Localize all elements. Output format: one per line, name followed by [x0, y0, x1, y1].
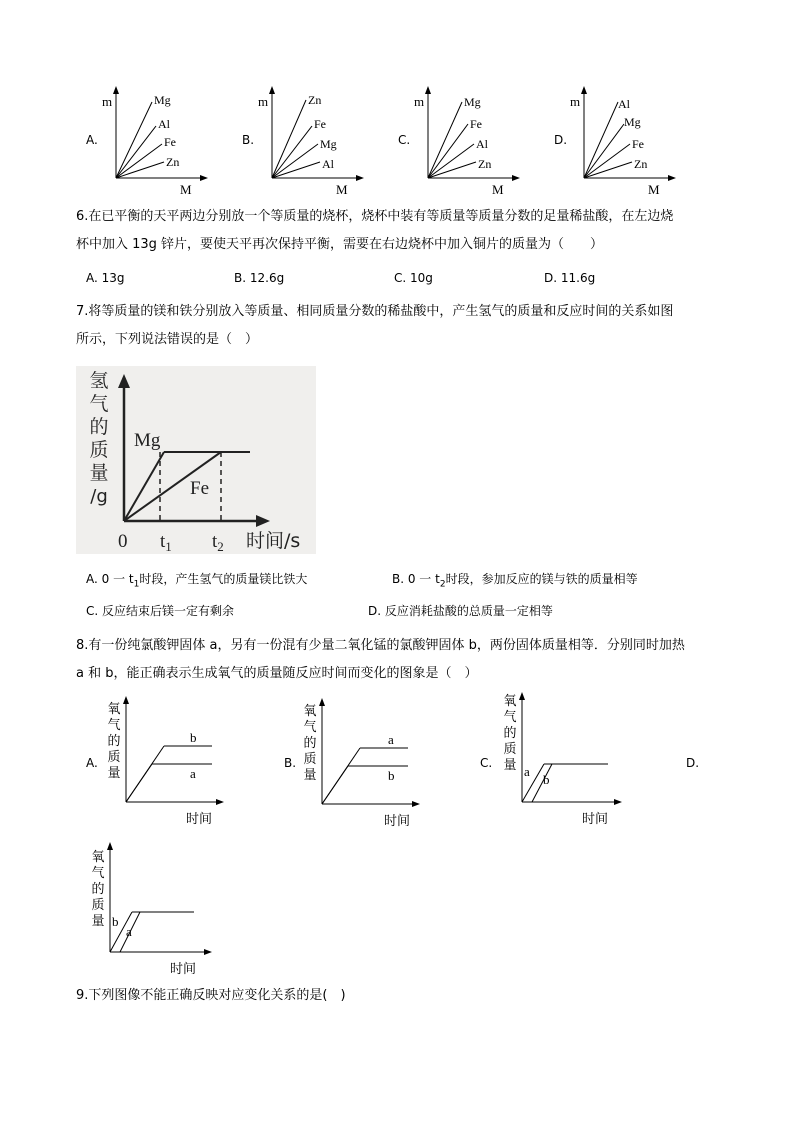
q5-line-label: Zn	[166, 155, 180, 169]
q8-xlabel: 时间	[186, 812, 213, 827]
q5-chart-d-svg	[568, 86, 678, 196]
q5-line-label: Al	[322, 157, 334, 171]
q8-ylabel-char: 质	[91, 898, 105, 913]
q5-axis-x-label: M	[336, 182, 348, 197]
q5-line-label: Mg	[154, 93, 171, 107]
q5-chart-b-svg	[256, 86, 366, 196]
q8-ylabel-char: 量	[91, 914, 105, 929]
q7-option-b-sub: 2	[439, 579, 446, 590]
q8-ylabel-char: 质	[303, 752, 317, 767]
q7-option-a-sub: 1	[133, 579, 140, 590]
q7-ylabel-char: 质	[89, 439, 109, 461]
q8-option-letter: A.	[86, 756, 98, 770]
q8-ylabel-char: 氧	[91, 850, 105, 865]
q7-stem-line1: 7.将等质量的镁和铁分别放入等质量、相同质量分数的稀盐酸中，产生氢气的质量和反应时间的关系如图	[76, 304, 674, 319]
q8-curve-label: a	[524, 764, 530, 779]
q5-axis-y-label: m	[258, 94, 269, 109]
q8-ylabel-char: 的	[91, 882, 105, 897]
q7-fe-label: Fe	[190, 478, 209, 499]
q7-ylabel-char: /g	[90, 486, 108, 507]
q8-chart-d-svg	[104, 842, 214, 952]
q5-axis-x-label: M	[648, 182, 660, 197]
q8-xlabel: 时间	[582, 812, 609, 827]
q6-option-c[interactable]: C. 10g	[394, 271, 433, 285]
q7-t1-label: $t_1$	[160, 531, 172, 554]
q8-curve-label: b	[112, 914, 119, 929]
q7-ylabel-char: 气	[89, 393, 109, 415]
q7-option-a-text: A. 0 一 t	[86, 572, 134, 586]
q5-axis-y-label: m	[414, 94, 425, 109]
q8-stem-line2: a 和 b，能正确表示生成氧气的质量随反应时间而变化的图象是（ ）	[76, 666, 478, 681]
q5-line-label: Mg	[464, 95, 481, 109]
q8-ylabel-char: 气	[91, 866, 105, 881]
q5-chart-a-svg	[100, 86, 210, 196]
q6-stem-line1: 6.在已平衡的天平两边分别放一个等质量的烧杯，烧杯中装有等质量等质量分数的足量稀盐酸，在左边烧	[76, 209, 674, 224]
q8-ylabel-char: 的	[107, 734, 121, 749]
q5-option-letter: C.	[398, 133, 411, 147]
q6-stem-line2: 杯中加入 13g 锌片，要使天平再次保持平衡，需要在右边烧杯中加入铜片的质量为（ ）	[76, 237, 604, 252]
q6-option-a[interactable]: A. 13g	[86, 271, 125, 285]
q6-option-d[interactable]: D. 11.6g	[544, 271, 596, 285]
q9-stem-line1: 9.下列图像不能正确反映对应变化关系的是( )	[76, 988, 346, 1003]
q5-axis-x-label: M	[492, 182, 504, 197]
q6-option-b[interactable]: B. 12.6g	[234, 271, 285, 285]
q8-ylabel-char: 质	[503, 742, 517, 757]
q8-ylabel-char: 氧	[503, 694, 517, 709]
q5-line-label: Mg	[624, 115, 641, 129]
q5-line-label: Al	[618, 97, 630, 111]
q8-option-letter: C.	[480, 756, 493, 770]
q8-ylabel-char: 量	[303, 768, 317, 783]
q7-option-d[interactable]: D. 反应消耗盐酸的总质量一定相等	[368, 604, 553, 618]
q5-option-letter: B.	[242, 133, 255, 147]
q8-option-letter: D.	[686, 756, 700, 770]
q5-line-label: Fe	[470, 117, 482, 131]
q7-graph-svg	[76, 366, 316, 554]
q7-ylabel-char: 的	[89, 416, 109, 438]
q8-xlabel: 时间	[170, 962, 197, 977]
q7-option-b-text2: 时段，参加反应的镁与铁的质量相等	[445, 572, 638, 586]
q5-line-label: Fe	[314, 117, 326, 131]
q5-option-letter: D.	[554, 133, 568, 147]
q7-option-b[interactable]	[392, 571, 638, 592]
q8-ylabel-char: 气	[107, 718, 121, 733]
q8-ylabel-char: 气	[303, 720, 317, 735]
q8-curve-label: b	[190, 730, 197, 745]
q8-chart-c-svg	[516, 692, 626, 802]
q7-option-c[interactable]: C. 反应结束后镁一定有剩余	[86, 604, 235, 618]
q7-xlabel: 时间/s	[246, 530, 301, 552]
q5-line-label: Zn	[634, 157, 648, 171]
q8-ylabel-char: 的	[503, 726, 517, 741]
q5-line-label: Zn	[308, 93, 322, 107]
q8-ylabel-char: 氧	[303, 704, 317, 719]
q5-line-label: Al	[476, 137, 488, 151]
q7-mg-label: Mg	[134, 430, 161, 451]
q8-option-letter: B.	[284, 756, 297, 770]
q8-ylabel-char: 量	[107, 766, 121, 781]
q8-chart-a-svg	[120, 696, 230, 806]
q8-stem-line1: 8.有一份纯氯酸钾固体 a，另有一份混有少量二氧化锰的氯酸钾固体 b，两份固体质量相等．分别同时加热	[76, 638, 685, 653]
q8-curve-label: b	[388, 768, 395, 783]
q7-option-a[interactable]	[86, 571, 307, 592]
q7-stem-line2: 所示，下列说法错误的是（ ）	[76, 332, 259, 347]
q8-ylabel-char: 气	[503, 710, 517, 725]
q5-axis-y-label: m	[570, 94, 581, 109]
q5-axis-y-label: m	[102, 94, 113, 109]
q8-curve-label: b	[543, 772, 550, 787]
q5-chart-c-svg	[412, 86, 522, 196]
q5-line-label: Fe	[632, 137, 644, 151]
q8-chart-b-svg	[316, 698, 426, 808]
q8-ylabel-char: 的	[303, 736, 317, 751]
q5-line-label: Mg	[320, 137, 337, 151]
q8-ylabel-char: 量	[503, 758, 517, 773]
q7-ylabel-char: 氢	[89, 370, 109, 392]
q5-line-label: Fe	[164, 135, 176, 149]
q8-ylabel-char: 质	[107, 750, 121, 765]
q7-option-a-text2: 时段，产生氢气的质量镁比铁大	[139, 572, 308, 586]
q7-t2-label: $t_2$	[212, 531, 224, 554]
q8-curve-label: a	[126, 924, 132, 939]
q7-option-b-text: B. 0 一 t	[392, 572, 440, 586]
q8-xlabel: 时间	[384, 814, 411, 829]
q5-line-label: Zn	[478, 157, 492, 171]
q8-curve-label: a	[388, 732, 394, 747]
q7-ylabel-char: 量	[89, 462, 109, 484]
q5-axis-x-label: M	[180, 182, 192, 197]
q5-option-letter: A.	[86, 133, 98, 147]
q8-curve-label: a	[190, 766, 196, 781]
q8-ylabel-char: 氧	[107, 702, 121, 717]
q5-line-label: Al	[158, 117, 170, 131]
q7-graph-image	[76, 366, 316, 554]
q7-origin-label: 0	[118, 531, 128, 552]
